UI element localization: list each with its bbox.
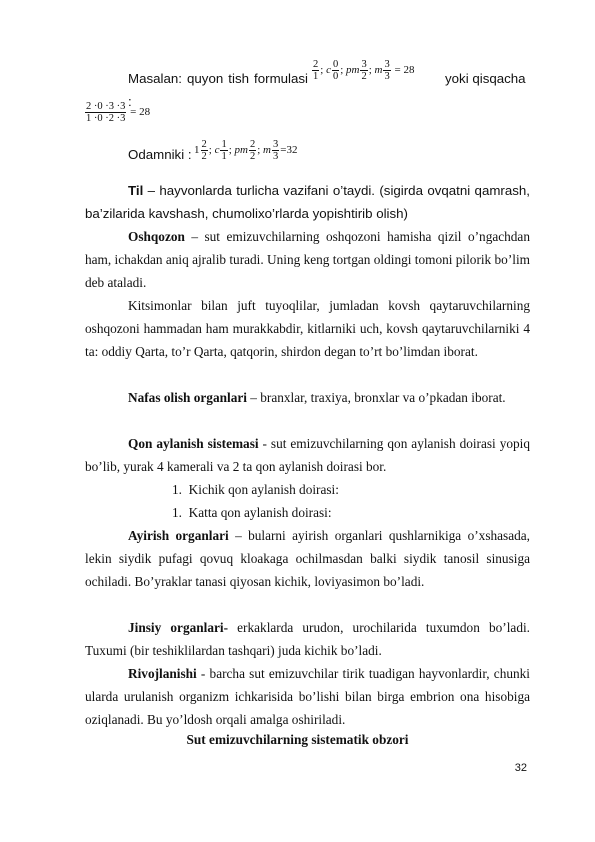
- paragraph-kitsimonlar: Kitsimonlar bilan juft tuyoqlilar, jumladan kovsh qaytaruvchilarning oshqozoni hammadan ham murakkabdir, kitlarniki uch, kovsh qaytaruvchilarniki 4 ta: oddiy Qarta, to’r Qarta, qatqorin, shirdon degan to’rt bo’limdan iborat.: [85, 298, 530, 359]
- human-premolar-fraction: $\frac{2}{2}$: [249, 139, 256, 162]
- formula-lead-text: Masalan: quyon tish formulasi :: [128, 71, 308, 109]
- human-molar-fraction: $\frac{3}{3}$: [272, 139, 279, 162]
- canine-fraction: $\frac{0}{0}$: [332, 59, 339, 82]
- paragraph-jinsiy: Jinsiy organlari- erkaklarda urudon, urochilarida tuxumdon bo’ladi. Tuxumi (bir teshiklilardan tashqari) juda kichik bo’ladi.: [85, 620, 530, 658]
- short-formula-fraction: $\frac{2 \cdot 0 \cdot 3 \cdot 3}{1 \cdot 0 \cdot 2 \cdot 3}$: [86, 101, 126, 124]
- formula-tail-text: yoki qisqacha: [445, 71, 526, 86]
- list-item: 1. Kichik qon aylanish doirasi:: [172, 482, 339, 497]
- page-number: 32: [514, 762, 527, 774]
- paragraph-qon: Qon aylanish sistemasi - sut emizuvchilarning qon aylanish doirasi yopiq bo’lib, yurak 4 kamerali va 2 ta qon aylanish doirasi bor.: [85, 436, 530, 474]
- premolar-fraction: $\frac{3}{2}$: [361, 59, 367, 82]
- paragraph-til: Til – hayvonlarda turlicha vazifani o’taydi. (sigirda ovqatni qamrash, ba’zilarida kavshash, chumolixo’rlarda yopishtirib olish): [85, 183, 530, 221]
- molar-fraction: $\frac{3}{3}$: [384, 59, 390, 82]
- paragraph-rivojlanishi: Rivojlanishi - barcha sut emizuvchilar tirik tuadigan hayvonlardir, chunki ularda urulanish organizm ichkarisida bo’lishi bilan birga embrion ona hisobiga oziqlanadi. Bu yo’ldosh orqali amalga oshiriladi.: [85, 666, 530, 727]
- tooth-formula-short: $\frac{2 \cdot 0 \cdot 3 \cdot 3}{1 \cdot 0 \cdot 2 \cdot 3}$ = 28: [86, 101, 151, 124]
- paragraph-ayirish: Ayirish organlari – bularni ayirish organlari qushlarnikiga o’xshasada, lekin siydik pufagi qovuq kloakaga ochilmasdan balki siydik tanosil sinusiga ochiladi. Bo’yraklar tanasi qiyosan kichik, loviyasimon bo’ladi.: [85, 528, 530, 589]
- tooth-formula-rabbit: $\frac{2}{1}$ ; c $\frac{0}{0}$ ; pm $\frac{3}{2}$ ; m $\frac{3}{3}$ = 28: [313, 59, 415, 82]
- section-heading: Sut emizuvchilarning sistematik obzori: [186, 732, 409, 747]
- human-formula-lead: Odamniki :: [128, 147, 192, 162]
- paragraph-nafas: Nafas olish organlari – branxlar, traxiya, bronxlar va o’pkadan iborat.: [128, 390, 506, 405]
- paragraph-oshqozon: Oshqozon – sut emizuvchilarning oshqozoni hamisha qizil o’ngachdan ham, ichakdan aniq ajralib turadi. Uning keng tortgan oldingi tomoni pilorik bo’lim deb ataladi.: [85, 229, 530, 290]
- incisor-fraction: $\frac{2}{1}$: [313, 59, 319, 82]
- tooth-formula-human: 1 $\frac{2}{2}$ ; c $\frac{1}{1}$ ; pm $\frac{2}{2}$ ; m $\frac{3}{3}$ =32: [194, 139, 298, 162]
- human-incisor-fraction: $\frac{2}{2}$: [201, 139, 207, 162]
- list-item: 1. Katta qon aylanish doirasi:: [172, 505, 332, 520]
- human-canine-fraction: $\frac{1}{1}$: [221, 139, 227, 162]
